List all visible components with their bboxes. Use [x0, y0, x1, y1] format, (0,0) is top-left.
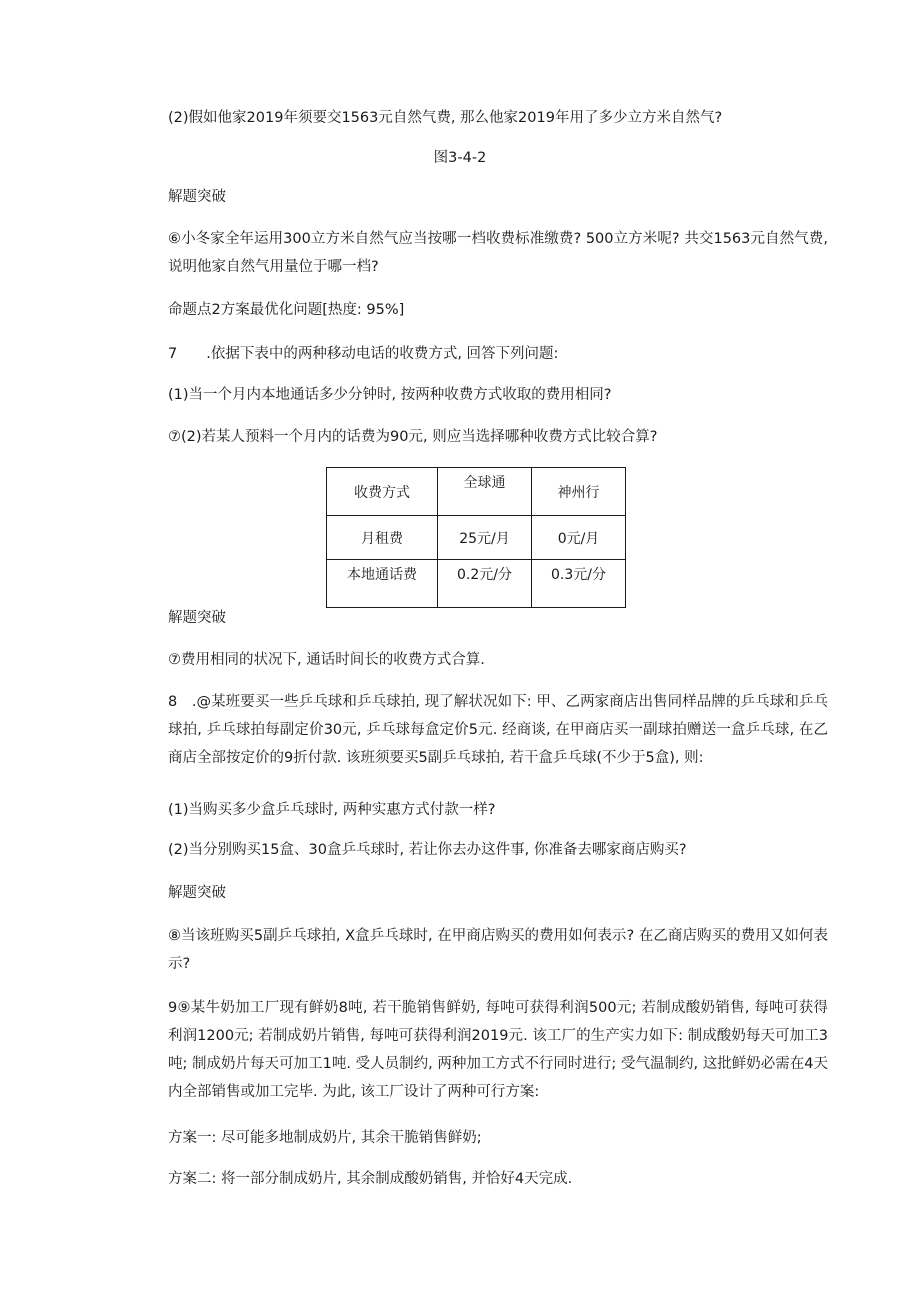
solution-heading: 解题突破	[168, 610, 226, 626]
question-8-part-1: (1)当购买多少盒乒乓球时, 两种实惠方式付款一样?	[168, 802, 496, 818]
table-cell: 25元/月	[438, 516, 532, 560]
topic-heading: 命题点2方案最优化问题[热度: 95%]	[168, 302, 405, 318]
table-row	[327, 516, 626, 560]
plan-2: 方案二: 将一部分制成奶片, 其余制成酸奶销售, 并恰好4天完成.	[168, 1171, 573, 1187]
hint-7: ⑦费用相同的状况下, 通话时间长的收费方式合算.	[168, 652, 485, 668]
table-cell: 0元/月	[532, 516, 626, 560]
question-part-2: (2)假如他家2019年须要交1563元自然气费, 那么他家2019年用了多少立方米自然气?	[168, 110, 723, 126]
table-header-cell: 全球通	[438, 468, 532, 516]
fee-table	[326, 467, 626, 608]
table-row	[327, 560, 626, 608]
question-9: 9⑨某牛奶加工厂现有鲜奶8吨, 若干脆销售鲜奶, 每吨可获得利润500元; 若制成酸奶销售, 每吨可获得利润1200元; 若制成奶片销售, 每吨可获得利润2019元. 该工厂的生产实力如下: 制成酸奶每天可加工3吨; 制成奶片每天可加工1吨. 受人员制约, 两种加工方式不行同时进行; 受气温制约, 这批鲜奶必需在4天内全部销售或加工完毕. 为此, 该工厂设计了两种可行方案:	[168, 1000, 828, 1100]
figure-caption: 图3-4-2	[433, 150, 487, 166]
table-cell: 本地通话费	[327, 560, 438, 608]
table-cell: 0.2元/分	[438, 560, 532, 608]
table-header-row	[327, 468, 626, 516]
question-7-part-1: (1)当一个月内本地通话多少分钟时, 按两种收费方式收取的费用相同?	[168, 387, 612, 403]
question-7-part-2: ⑦(2)若某人预料一个月内的话费为90元, 则应当选择哪种收费方式比较合算?	[168, 429, 658, 445]
table-header-cell: 收费方式	[327, 468, 438, 516]
table-cell: 月租费	[327, 516, 438, 560]
plan-1: 方案一: 尽可能多地制成奶片, 其余干脆销售鲜奶;	[168, 1130, 482, 1146]
solution-heading: 解题突破	[168, 189, 226, 205]
question-7: 7 .依据下表中的两种移动电话的收费方式, 回答下列问题:	[168, 346, 559, 362]
question-8-part-2: (2)当分别购买15盒、30盒乒乓球时, 若让你去办这件事, 你准备去哪家商店购买?	[168, 842, 687, 858]
hint-6: ⑥小冬家全年运用300立方米自然气应当按哪一档收费标准缴费? 500立方米呢? 共交1563元自然气费, 说明他家自然气用量位于哪一档?	[168, 231, 833, 275]
solution-heading: 解题突破	[168, 885, 226, 901]
table-header-cell: 神州行	[532, 468, 626, 516]
question-8: 8 .@某班要买一些乒乓球和乒乓球拍, 现了解状况如下: 甲、乙两家商店出售同样品牌的乒乓球和乒乓球拍, 乒乓球拍每副定价30元, 乒乓球每盒定价5元. 经商谈, 在甲商店买一副球拍赠送一盒乒乓球, 在乙商店全部按定价的9折付款. 该班须要买5副乒乓球拍, 若干盒乒乓球(不少于5盒), 则:	[168, 694, 828, 766]
table-cell: 0.3元/分	[532, 560, 626, 608]
hint-8: ⑧当该班购买5副乒乓球拍, X盒乒乓球时, 在甲商店购买的费用如何表示? 在乙商店购买的费用又如何表示?	[168, 928, 828, 972]
